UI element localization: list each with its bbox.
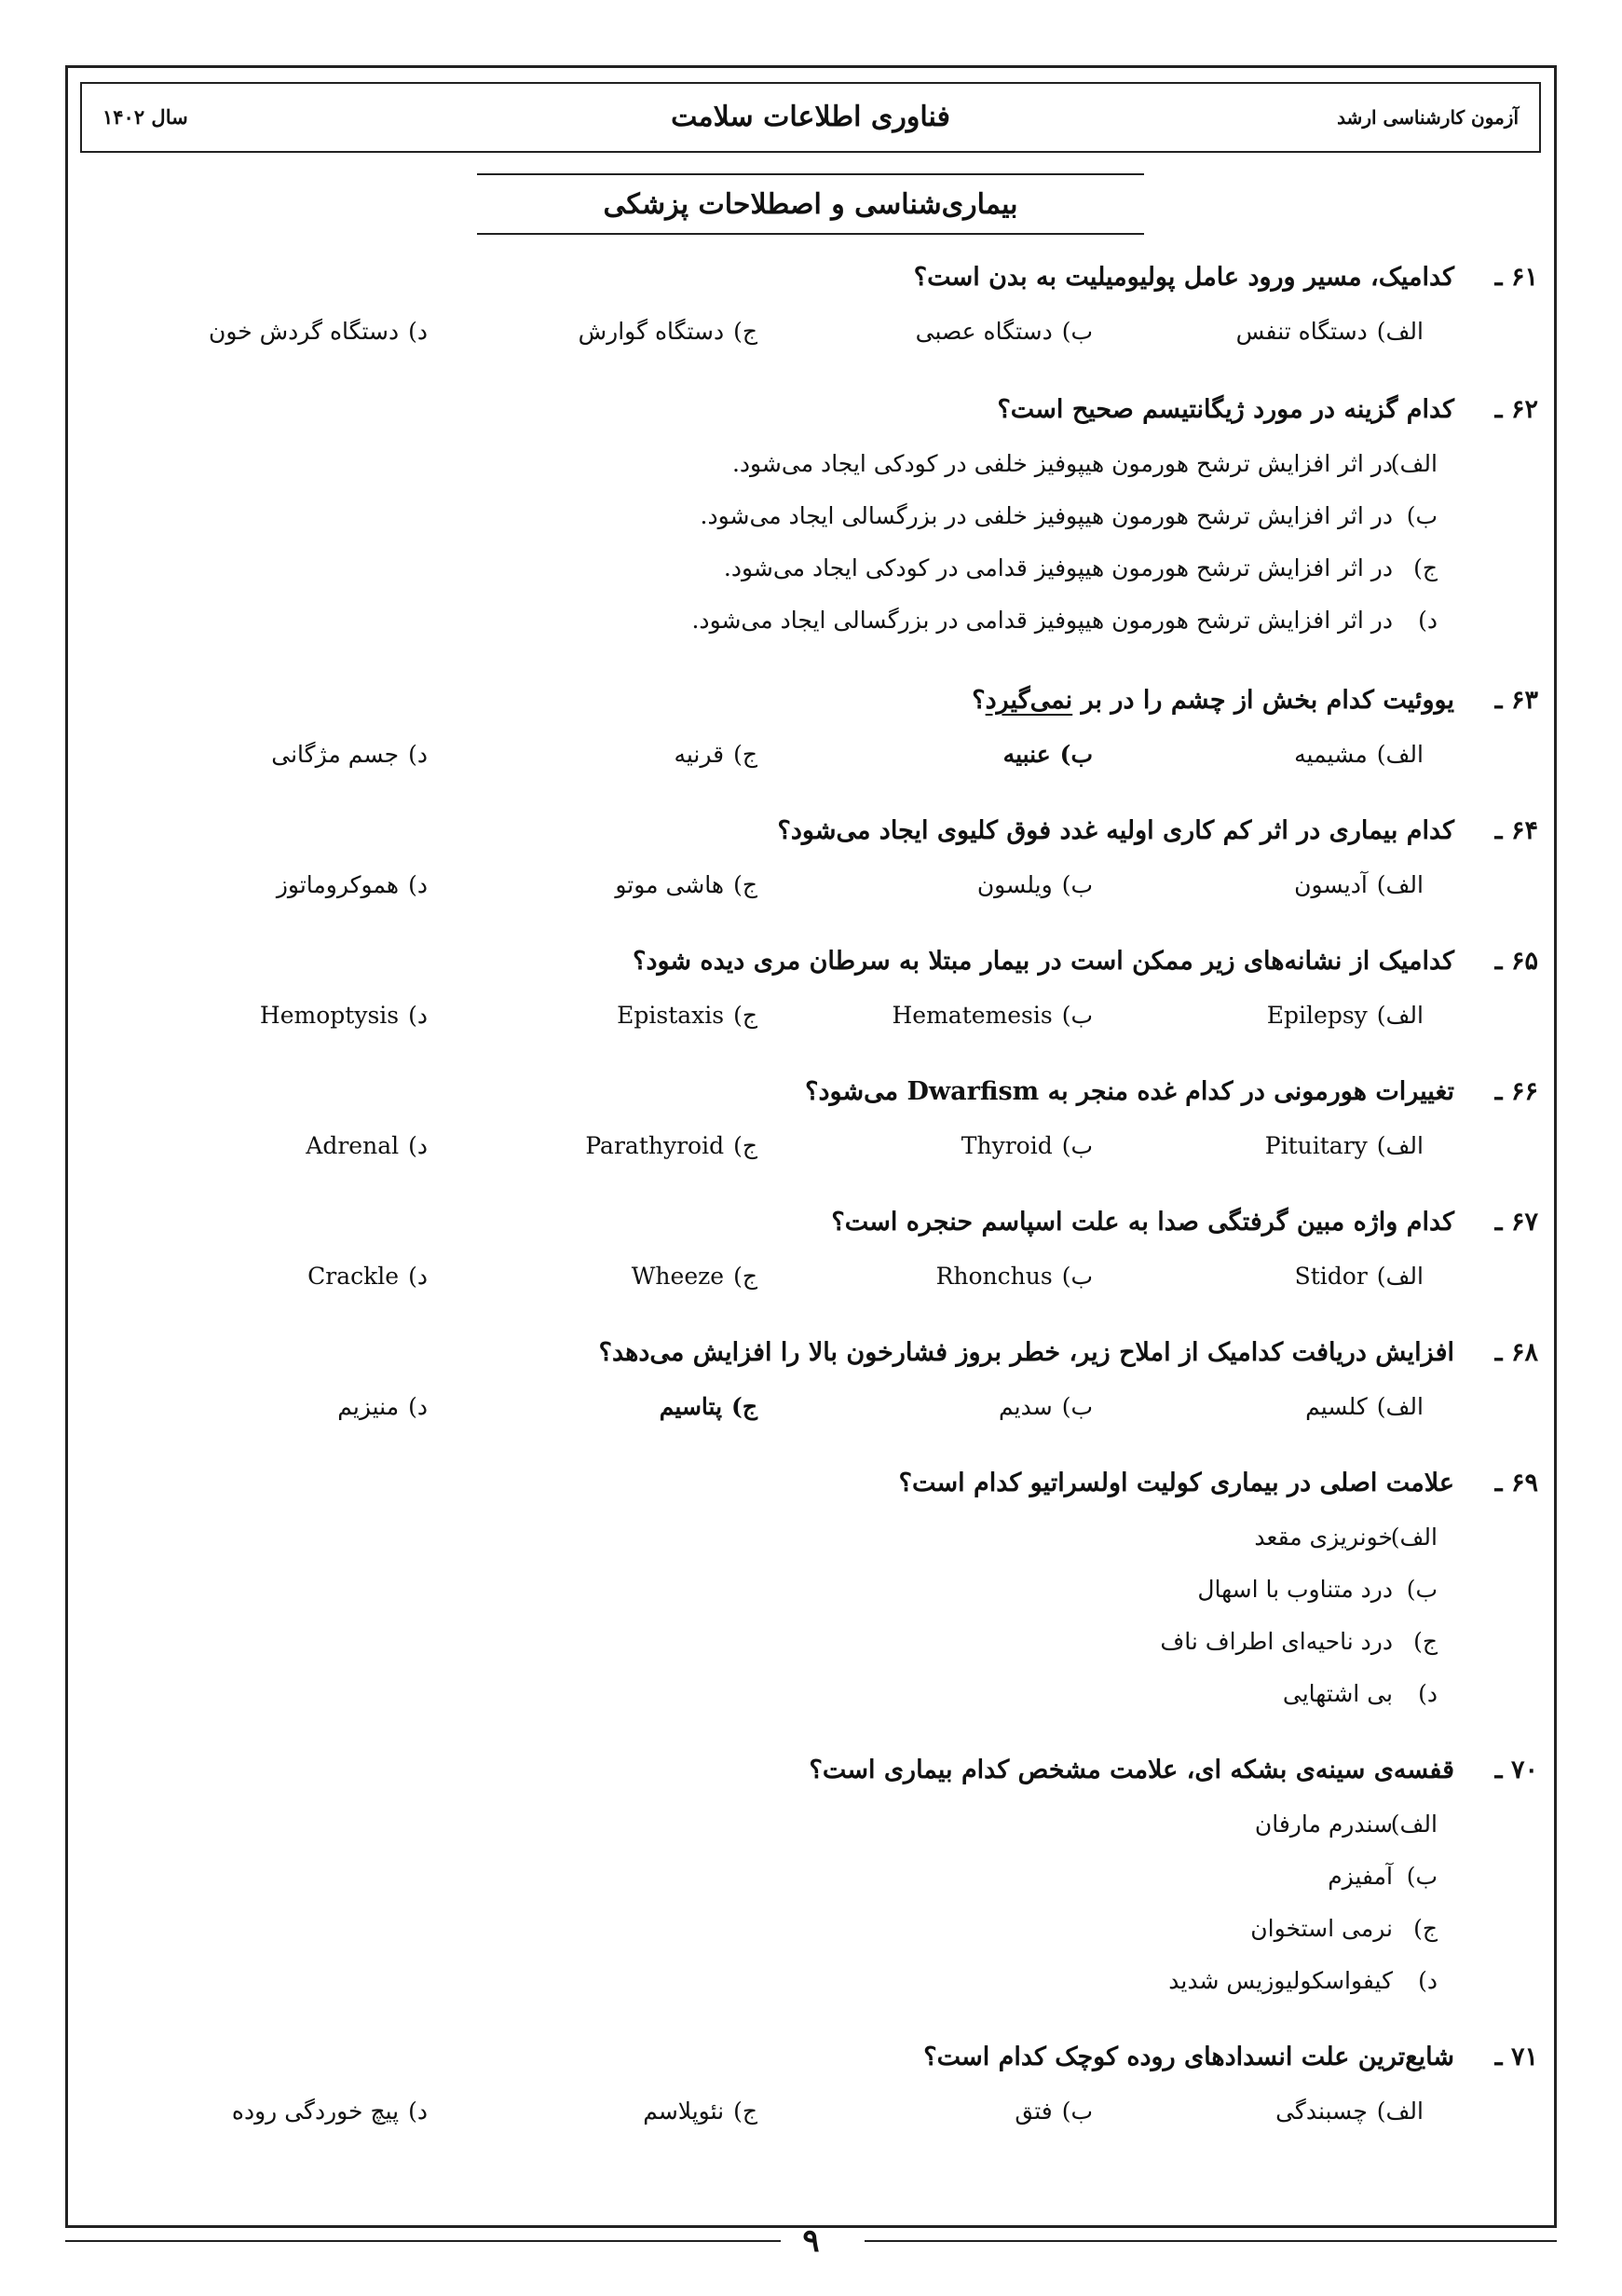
question-number: ۶۸ ـ <box>1494 1338 1538 1367</box>
option-d: د)دستگاه گردش خون <box>208 318 428 345</box>
option-c: ج)Epistaxis <box>617 1002 757 1029</box>
option-c: ج)در اثر افزایش ترشح هورمون هیپوفیز قدامی در کودکی ایجاد می‌شود. <box>723 554 1438 581</box>
option-a: الف)در اثر افزایش ترشح هورمون هیپوفیز خلفی در کودکی ایجاد می‌شود. <box>731 450 1438 477</box>
option-b: ب)Thyroid <box>961 1132 1093 1159</box>
option-a: الف)سندرم مارفان <box>1254 1811 1438 1838</box>
option-a: الف)آدیسون <box>1294 871 1424 898</box>
question-number: ۶۴ ـ <box>1494 816 1538 845</box>
exam-year: سال ۱۴۰۲ <box>102 105 188 129</box>
question-number: ۶۹ ـ <box>1494 1469 1538 1497</box>
option-b: ب)سدیم <box>999 1393 1093 1420</box>
option-d: د)Hemoptysis <box>259 1002 428 1029</box>
option-c: ج)درد ناحیه‌ای اطراف ناف <box>1160 1628 1438 1655</box>
course-title: فناوری اطلاعات سلامت <box>671 101 950 133</box>
option-b: ب)ویلسون <box>976 871 1093 898</box>
option-d: د)بی اشتهایی <box>1282 1680 1438 1707</box>
question-text: کدامیک از نشانه‌های زیر ممکن است در بیمار مبتلا به سرطان مری دیده شود؟ <box>633 947 1454 976</box>
option-d: د)منیزیم <box>337 1393 428 1420</box>
option-c: ج)نئوپلاسم <box>643 2098 757 2125</box>
section-title: بیماری‌شناسی و اصطلاحات پزشکی <box>477 173 1144 235</box>
question-text: علامت اصلی در بیماری کولیت اولسراتیو کدام است؟ <box>898 1469 1454 1497</box>
option-d: د)Crackle <box>307 1263 428 1290</box>
question-text: تغییرات هورمونی در کدام غده منجر به Dwarfism می‌شود؟ <box>805 1077 1454 1106</box>
option-c: ج)هاشی موتو <box>615 871 757 898</box>
option-a: الف)مشیمیه <box>1294 741 1424 768</box>
exam-type-label: آزمون کارشناسی ارشد <box>1337 106 1519 129</box>
question-text: کدام بیماری در اثر کم کاری اولیه غدد فوق کلیوی ایجاد می‌شود؟ <box>777 816 1454 845</box>
option-c: ج)پتاسیم <box>659 1393 757 1420</box>
option-d: د)هموکروماتوز <box>276 871 428 898</box>
option-b: ب)در اثر افزایش ترشح هورمون هیپوفیز خلفی در بزرگسالی ایجاد می‌شود. <box>700 502 1438 529</box>
question-number: ۶۳ ـ <box>1494 686 1538 715</box>
option-c: ج)Wheeze <box>631 1263 757 1290</box>
question-number: ۶۷ ـ <box>1494 1208 1538 1237</box>
option-b: ب)دستگاه عصبی <box>915 318 1093 345</box>
option-d: د)در اثر افزایش ترشح هورمون هیپوفیز قدامی در بزرگسالی ایجاد می‌شود. <box>691 607 1438 634</box>
option-d: د)پیچ خوردگی روده <box>231 2098 428 2125</box>
question-text: کدام گزینه در مورد ژیگانتیسم صحیح است؟ <box>997 395 1454 424</box>
option-a: الف)چسبندگی <box>1275 2098 1424 2125</box>
emphasis-negation: نمی‌گیرد <box>985 686 1073 715</box>
option-b: ب)درد متناوب با اسهال <box>1197 1576 1438 1603</box>
option-a: الف)Pituitary <box>1264 1132 1424 1159</box>
question-number: ۶۲ ـ <box>1494 395 1538 424</box>
page-number: ۹ <box>802 2222 820 2260</box>
question-text: قفسه‌ی سینه‌ی بشکه ای، علامت مشخص کدام بیماری است؟ <box>809 1756 1454 1784</box>
question-text: شایع‌ترین علت انسدادهای روده کوچک کدام است؟ <box>923 2043 1454 2071</box>
option-c: ج)قرنیه <box>674 741 757 768</box>
option-a: الف)کلسیم <box>1305 1393 1424 1420</box>
option-a: الف)خونریزی مقعد <box>1254 1524 1438 1551</box>
question-number: ۶۱ ـ <box>1494 263 1538 292</box>
question-number: ۷۰ ـ <box>1494 1756 1538 1784</box>
question-text: یووئیت کدام بخش از چشم را در بر نمی‌گیرد؟ <box>972 686 1454 715</box>
question-number: ۶۶ ـ <box>1494 1077 1538 1106</box>
option-a: الف)Stidor <box>1294 1263 1424 1290</box>
question-number: ۷۱ ـ <box>1494 2043 1538 2071</box>
option-b: ب)عنبیه <box>1002 741 1093 768</box>
question-number: ۶۵ ـ <box>1494 947 1538 976</box>
option-b: ب)Rhonchus <box>935 1263 1093 1290</box>
question-text: افزایش دریافت کدامیک از املاح زیر، خطر بروز فشارخون بالا را افزایش می‌دهد؟ <box>598 1338 1454 1367</box>
option-c: ج)Parathyroid <box>585 1132 757 1159</box>
option-d: د)کیفواسکولیوزیس شدید <box>1168 1967 1438 1994</box>
option-a: الف)دستگاه تنفس <box>1235 318 1424 345</box>
option-c: ج)دستگاه گوارش <box>578 318 757 345</box>
option-d: د)جسم مژگانی <box>271 741 428 768</box>
question-text: کدامیک، مسیر ورود عامل پولیومیلیت به بدن است؟ <box>913 263 1454 292</box>
option-b: ب)آمفیزم <box>1328 1863 1438 1890</box>
option-d: د)Adrenal <box>306 1132 428 1159</box>
question-text: کدام واژه مبین گرفتگی صدا به علت اسپاسم حنجره است؟ <box>831 1208 1454 1237</box>
option-b: ب)Hematemesis <box>892 1002 1093 1029</box>
option-c: ج)نرمی استخوان <box>1250 1915 1438 1942</box>
option-b: ب)فتق <box>1015 2098 1093 2125</box>
option-a: الف)Epilepsy <box>1266 1002 1424 1029</box>
